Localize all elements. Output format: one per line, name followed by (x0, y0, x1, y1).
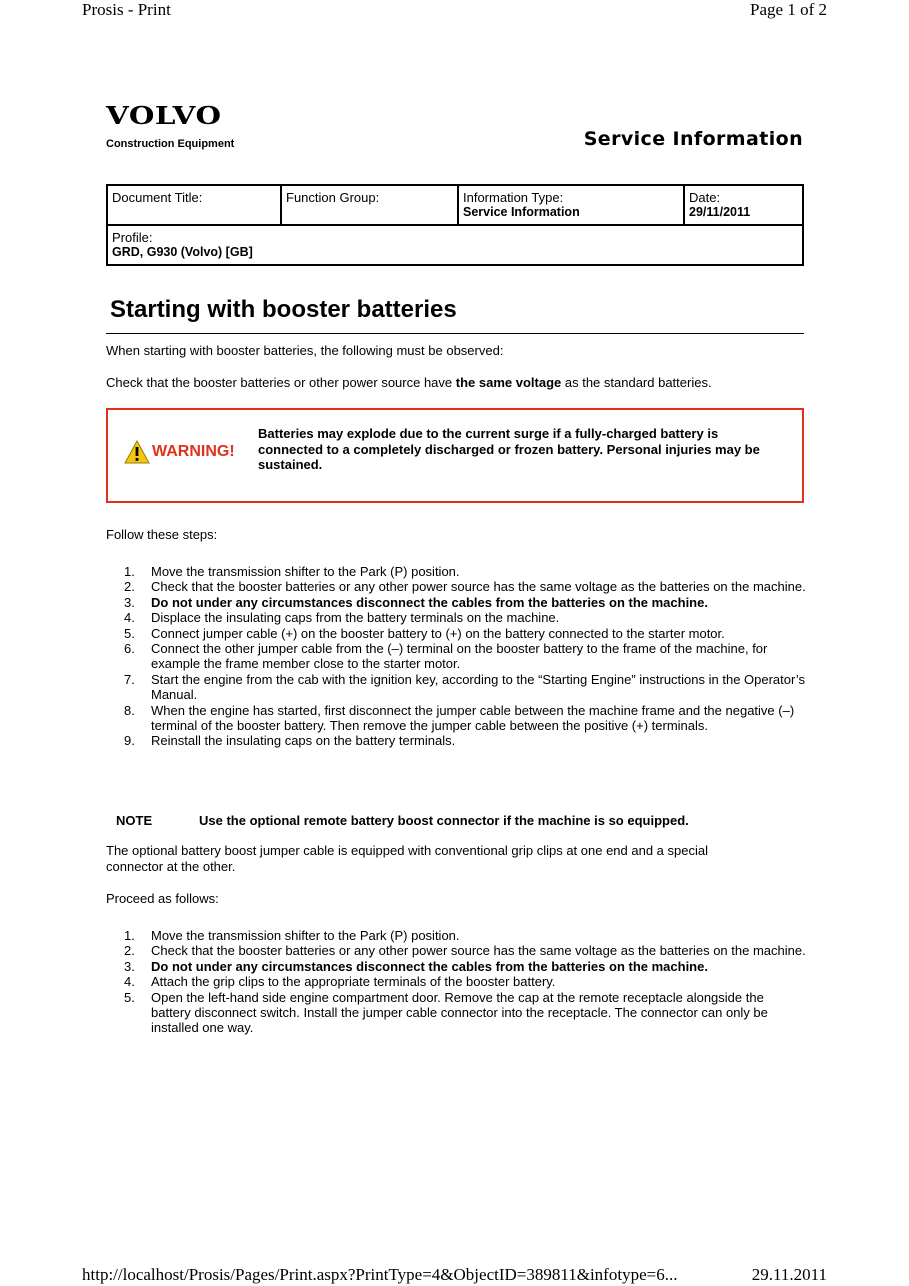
list-item (106, 579, 806, 594)
date-cell (684, 185, 803, 225)
profile-cell (107, 225, 803, 265)
profile-value: GRD, G930 (Volvo) [GB] (112, 245, 253, 259)
warning-text-label: WARNING! (152, 443, 235, 460)
logo-subtitle: Construction Equipment (106, 138, 235, 150)
profile-label: Profile: (112, 230, 153, 245)
volvo-logo: VOLVO (106, 101, 222, 130)
list-item (106, 672, 806, 703)
intro-paragraph: When starting with booster batteries, the following must be observed: (106, 343, 504, 358)
step-text: Check that the booster batteries or any other power source has the same voltage as the batteries on the machine. (151, 943, 806, 959)
step-number: 4. (124, 974, 135, 990)
step-number: 5. (124, 989, 135, 1005)
optional-cable-paragraph: The optional battery boost jumper cable is equipped with conventional grip clips at one end and a special connector at the other. (106, 843, 708, 874)
voltage-check-paragraph (106, 375, 712, 391)
list-item (106, 595, 806, 610)
function-group-label: Function Group: (286, 190, 380, 205)
voltage-check-text-end: as the standard batteries. (561, 375, 712, 390)
step-text: Attach the grip clips to the appropriate terminals of the booster battery. (151, 974, 556, 990)
step-number: 5. (124, 625, 135, 641)
proceed-intro: Proceed as follows: (106, 891, 219, 906)
step-text: Reinstall the insulating caps on the battery terminals. (151, 733, 456, 749)
step-text: Do not under any circumstances disconnect the cables from the batteries on the machine. (151, 594, 708, 610)
print-footer-date: 29.11.2011 (751, 1265, 827, 1284)
step-number: 1. (124, 928, 135, 943)
date-label: Date: (689, 190, 721, 205)
step-text: Displace the insulating caps from the battery terminals on the machine. (151, 610, 560, 626)
step-number: 3. (124, 958, 135, 974)
step-number: 2. (124, 943, 135, 959)
list-item (106, 733, 806, 748)
step-text: Move the transmission shifter to the Park (P) position. (151, 928, 460, 943)
step-text: Move the transmission shifter to the Park (P) position. (151, 564, 460, 579)
step-text: When the engine has started, first disconnect the jumper cable between the machine frame and the negative (–) terminal of the booster battery. Then remove the jumper cable between the positive (+) terminals. (151, 702, 795, 734)
step-number: 4. (124, 610, 135, 626)
warning-triangle-icon (124, 440, 150, 464)
list-item (106, 564, 806, 579)
information-type-cell (458, 185, 684, 225)
step-number: 3. (124, 594, 135, 610)
voltage-check-emphasis: the same voltage (455, 375, 562, 390)
step-number: 2. (124, 579, 135, 595)
step-text: Check that the booster batteries or any other power source has the same voltage as the batteries on the machine. (151, 579, 806, 595)
warning-label (124, 440, 235, 464)
information-type-value: Service Information (463, 205, 580, 219)
warning-message: Batteries may explode due to the current surge if a fully-charged battery is connected to a completely discharged or frozen battery. Personal injuries may be sustained. (258, 426, 760, 472)
function-group-cell (281, 185, 458, 225)
print-header-page: Page 1 of 2 (750, 0, 827, 19)
step-number: 7. (124, 671, 135, 687)
step-text: Do not under any circumstances disconnect the cables from the batteries on the machine. (151, 958, 708, 974)
note-text: Use the optional remote battery boost connector if the machine is so equipped. (199, 813, 689, 828)
page-title: Starting with booster batteries (110, 296, 457, 323)
print-footer-url: http://localhost/Prosis/Pages/Print.aspx?PrintType=4&ObjectID=389811&infotype=6... (82, 1265, 678, 1284)
list-item (106, 974, 806, 989)
step-text: Open the left-hand side engine compartment door. Remove the cap at the remote receptacle alongside the battery disconnect switch. Install the jumper cable connector into the receptacle. The connector can only be installed one way. (151, 989, 768, 1036)
list-item (106, 990, 806, 1036)
list-item (106, 703, 806, 734)
document-title-label: Document Title: (112, 190, 203, 205)
step-text: Connect the other jumper cable from the (–) terminal on the booster battery to the frame of the machine, for example the frame member close to the starter motor. (151, 641, 768, 672)
step-number: 1. (124, 564, 135, 579)
list-item (106, 626, 806, 641)
step-text: Start the engine from the cab with the ignition key, according to the “Starting Engine” instructions in the Operator’s Manual. (151, 671, 805, 703)
follow-steps-intro: Follow these steps: (106, 527, 218, 542)
list-item (106, 928, 806, 943)
voltage-check-text-start: Check that the booster batteries or other power source have (106, 375, 456, 390)
step-text: Connect jumper cable (+) on the booster battery to (+) on the battery connected to the starter motor. (151, 625, 725, 641)
note-block (116, 813, 689, 828)
note-label: NOTE (116, 813, 153, 828)
information-type-label: Information Type: (463, 190, 564, 205)
warning-box (106, 408, 804, 503)
list-item (106, 610, 806, 625)
list-item (106, 943, 806, 958)
step-number: 6. (124, 641, 135, 657)
document-meta-table (106, 184, 804, 266)
document-type-heading: Service Information (583, 128, 803, 150)
remote-boost-steps-list (106, 928, 806, 1036)
list-item (106, 641, 806, 672)
print-header-title: Prosis - Print (82, 0, 171, 19)
document-title-cell (107, 185, 281, 225)
procedure-steps-list (106, 564, 806, 749)
date-value: 29/11/2011 (689, 205, 751, 219)
step-number: 8. (124, 702, 135, 718)
title-divider (106, 333, 804, 334)
list-item (106, 959, 806, 974)
step-number: 9. (124, 733, 135, 749)
